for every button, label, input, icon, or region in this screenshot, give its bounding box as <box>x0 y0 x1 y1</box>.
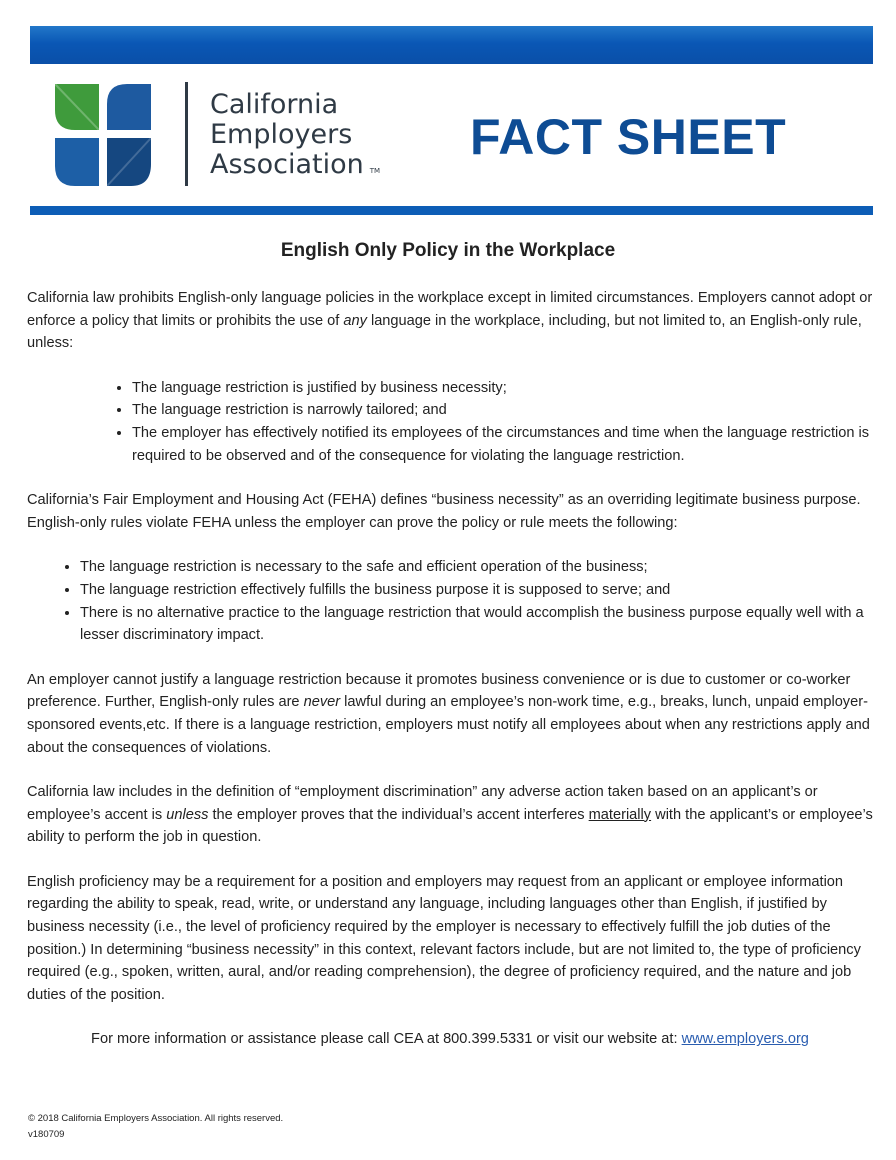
website-link[interactable]: www.employers.org <box>681 1031 809 1048</box>
logo-leaf-top-right <box>107 84 151 130</box>
header-bottom-bar <box>30 206 873 215</box>
list-item: • The employer has effectively notified its employees of the circumstances and time when the language restriction is required to be observed and of the consequence for violating the language restriction. <box>132 422 873 467</box>
list-item: • The language restriction is narrowly tailored; and <box>132 399 873 422</box>
accent-paragraph: California law includes in the definition of “employment discrimination” any adverse action taken based on an applicant’s or employee’s accent is unless the employer proves that the individual’s accent interferes materially with the applicant’s or employee’s ability to perform the job in question. <box>27 784 873 846</box>
list-item: • The language restriction effectively fulfills the business purpose it is supposed to serve; and <box>80 579 873 602</box>
intro-paragraph: California law prohibits English-only language policies in the workplace except in limited circumstances. Employers cannot adopt or enforce a policy that limits or prohibits the use of any language in the workplace, including, but not limited to, an English-only rule, unless: <box>27 290 873 352</box>
logo-line-1: California <box>210 89 339 120</box>
contact-line: For more information or assistance please call CEA at 800.399.5331 or visit our website at: www.employers.org <box>91 1031 809 1048</box>
cea-logo-icon <box>53 82 153 188</box>
conditions-list <box>27 377 873 467</box>
document-title: English Only Policy in the Workplace <box>280 240 616 261</box>
document-body <box>27 287 873 1073</box>
list-item: • The language restriction is necessary to the safe and efficient operation of the business; <box>80 556 873 579</box>
footer <box>28 1111 283 1143</box>
fact-sheet-title: FACT SHEET <box>470 109 787 165</box>
list-item: • The language restriction is justified by business necessity; <box>132 377 873 400</box>
trademark-symbol: TM <box>369 167 381 175</box>
logo-line-3: Association <box>210 149 364 180</box>
convenience-paragraph: An employer cannot justify a language restriction because it promotes business convenience or is due to customer or co-worker preference. Further, English-only rules are never lawful during an employee’s non-work time, e.g., breaks, lunch, unpaid employer-sponsored events,etc. If there is a language restriction, employers must notify all employees about when any restrictions apply and about the consequences of violations. <box>27 671 870 756</box>
logo-line-2: Employers <box>210 119 353 150</box>
proficiency-paragraph: English proficiency may be a requirement for a position and employers may request from an applicant or employee information regarding the ability to speak, read, write, or understand any language, including languages other than English, if justified by business necessity (i.e., the level of proficiency required by the employer is necessary to effectively fulfill the job duties of the position.) In determining “business necessity” in this context, relevant factors include, but are not limited to, the type of proficiency required (e.g., spoken, written, aural, and/or reading comprehension), the degree of proficiency required, and the nature and job duties of the position. <box>27 873 861 1003</box>
version-text: v180709 <box>28 1129 65 1140</box>
feha-paragraph: California’s Fair Employment and Housing Act (FEHA) defines “business necessity” as an overriding legitimate business purpose. English-only rules violate FEHA unless the employer can prove the policy or rule meets the following: <box>27 492 861 531</box>
feha-criteria-list <box>27 556 873 646</box>
logo-leaf-bottom-left <box>55 138 99 186</box>
copyright-text: © 2018 California Employers Association. All rights reserved. <box>28 1113 284 1124</box>
list-item: • There is no alternative practice to the language restriction that would accomplish the business purpose equally well with a lesser discriminatory impact. <box>80 602 873 647</box>
logo-wordmark <box>210 90 380 186</box>
header-top-bar <box>30 26 873 64</box>
logo-divider <box>185 82 188 186</box>
